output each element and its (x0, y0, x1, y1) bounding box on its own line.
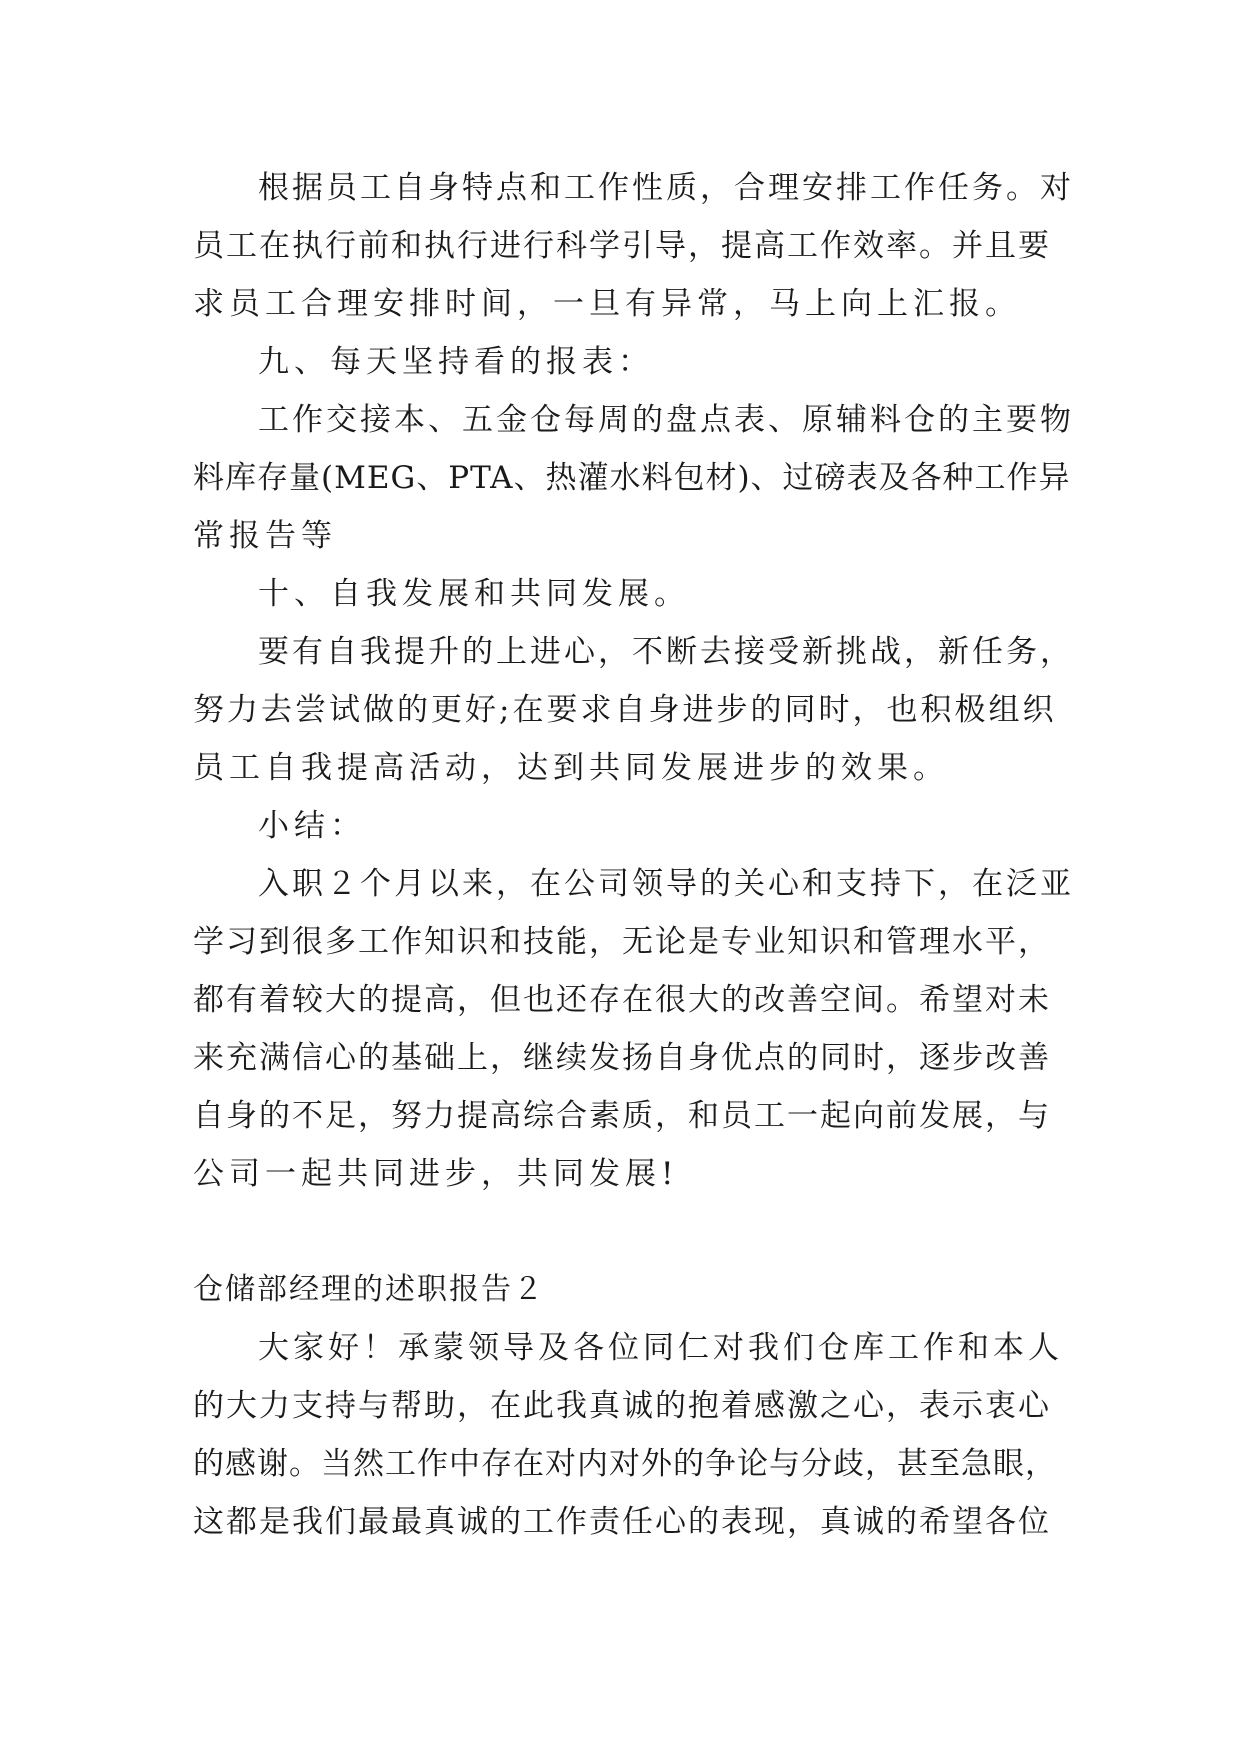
item-heading: 十、自我发展和共同发展。 (258, 576, 690, 612)
paragraph-line: 自身的不足，努力提高综合素质，和员工一起向前发展，与 (193, 1098, 1051, 1134)
paragraph-line: 都有着较大的提高，但也还存在很大的改善空间。希望对未 (193, 982, 1051, 1018)
paragraph-line: 求员工合理安排时间，一旦有异常，马上向上汇报。 (193, 286, 1021, 322)
paragraph-line: 的感谢。当然工作中存在对内对外的争论与分歧，甚至急眼， (193, 1446, 1057, 1482)
paragraph-line: 员工自我提高活动，达到共同发展进步的效果。 (193, 750, 949, 786)
paragraph-line: 这都是我们最最真诚的工作责任心的表现，真诚的希望各位 (193, 1504, 1051, 1540)
paragraph-line: 学习到很多工作知识和技能，无论是专业知识和管理水平， (193, 924, 1051, 960)
paragraph-line: 根据员工自身特点和工作性质，合理安排工作任务。对 (258, 170, 1074, 206)
paragraph-line: 公司一起共同进步，共同发展! (193, 1156, 679, 1192)
section-title: 仓储部经理的述职报告２ (193, 1272, 545, 1307)
item-heading: 九、每天坚持看的报表： (258, 344, 654, 380)
paragraph-line: 入职２个月以来，在公司领导的关心和支持下，在泛亚 (258, 866, 1074, 902)
item-heading: 小结： (258, 808, 366, 844)
paragraph-line: 来充满信心的基础上，继续发扬自身优点的同时，逐步改善 (193, 1040, 1051, 1076)
paragraph-line: 的大力支持与帮助，在此我真诚的抱着感激之心，表示衷心 (193, 1388, 1051, 1424)
paragraph-line: 要有自我提升的上进心，不断去接受新挑战，新任务， (258, 634, 1074, 670)
paragraph-line: 常报告等 (193, 518, 337, 554)
paragraph-line: 员工在执行前和执行进行科学引导，提高工作效率。并且要 (193, 228, 1051, 264)
paragraph-line: 大家好！承蒙领导及各位同仁对我们仓库工作和本人 (258, 1330, 1063, 1366)
paragraph-line: 工作交接本、五金仓每周的盘点表、原辅料仓的主要物 (258, 402, 1074, 438)
paragraph-line: 料库存量(MEG、PTA、热灌水料包材)、过磅表及各种工作异 (193, 460, 1071, 496)
paragraph-line: 努力去尝试做的更好;在要求自身进步的同时，也积极组织 (193, 692, 1057, 728)
